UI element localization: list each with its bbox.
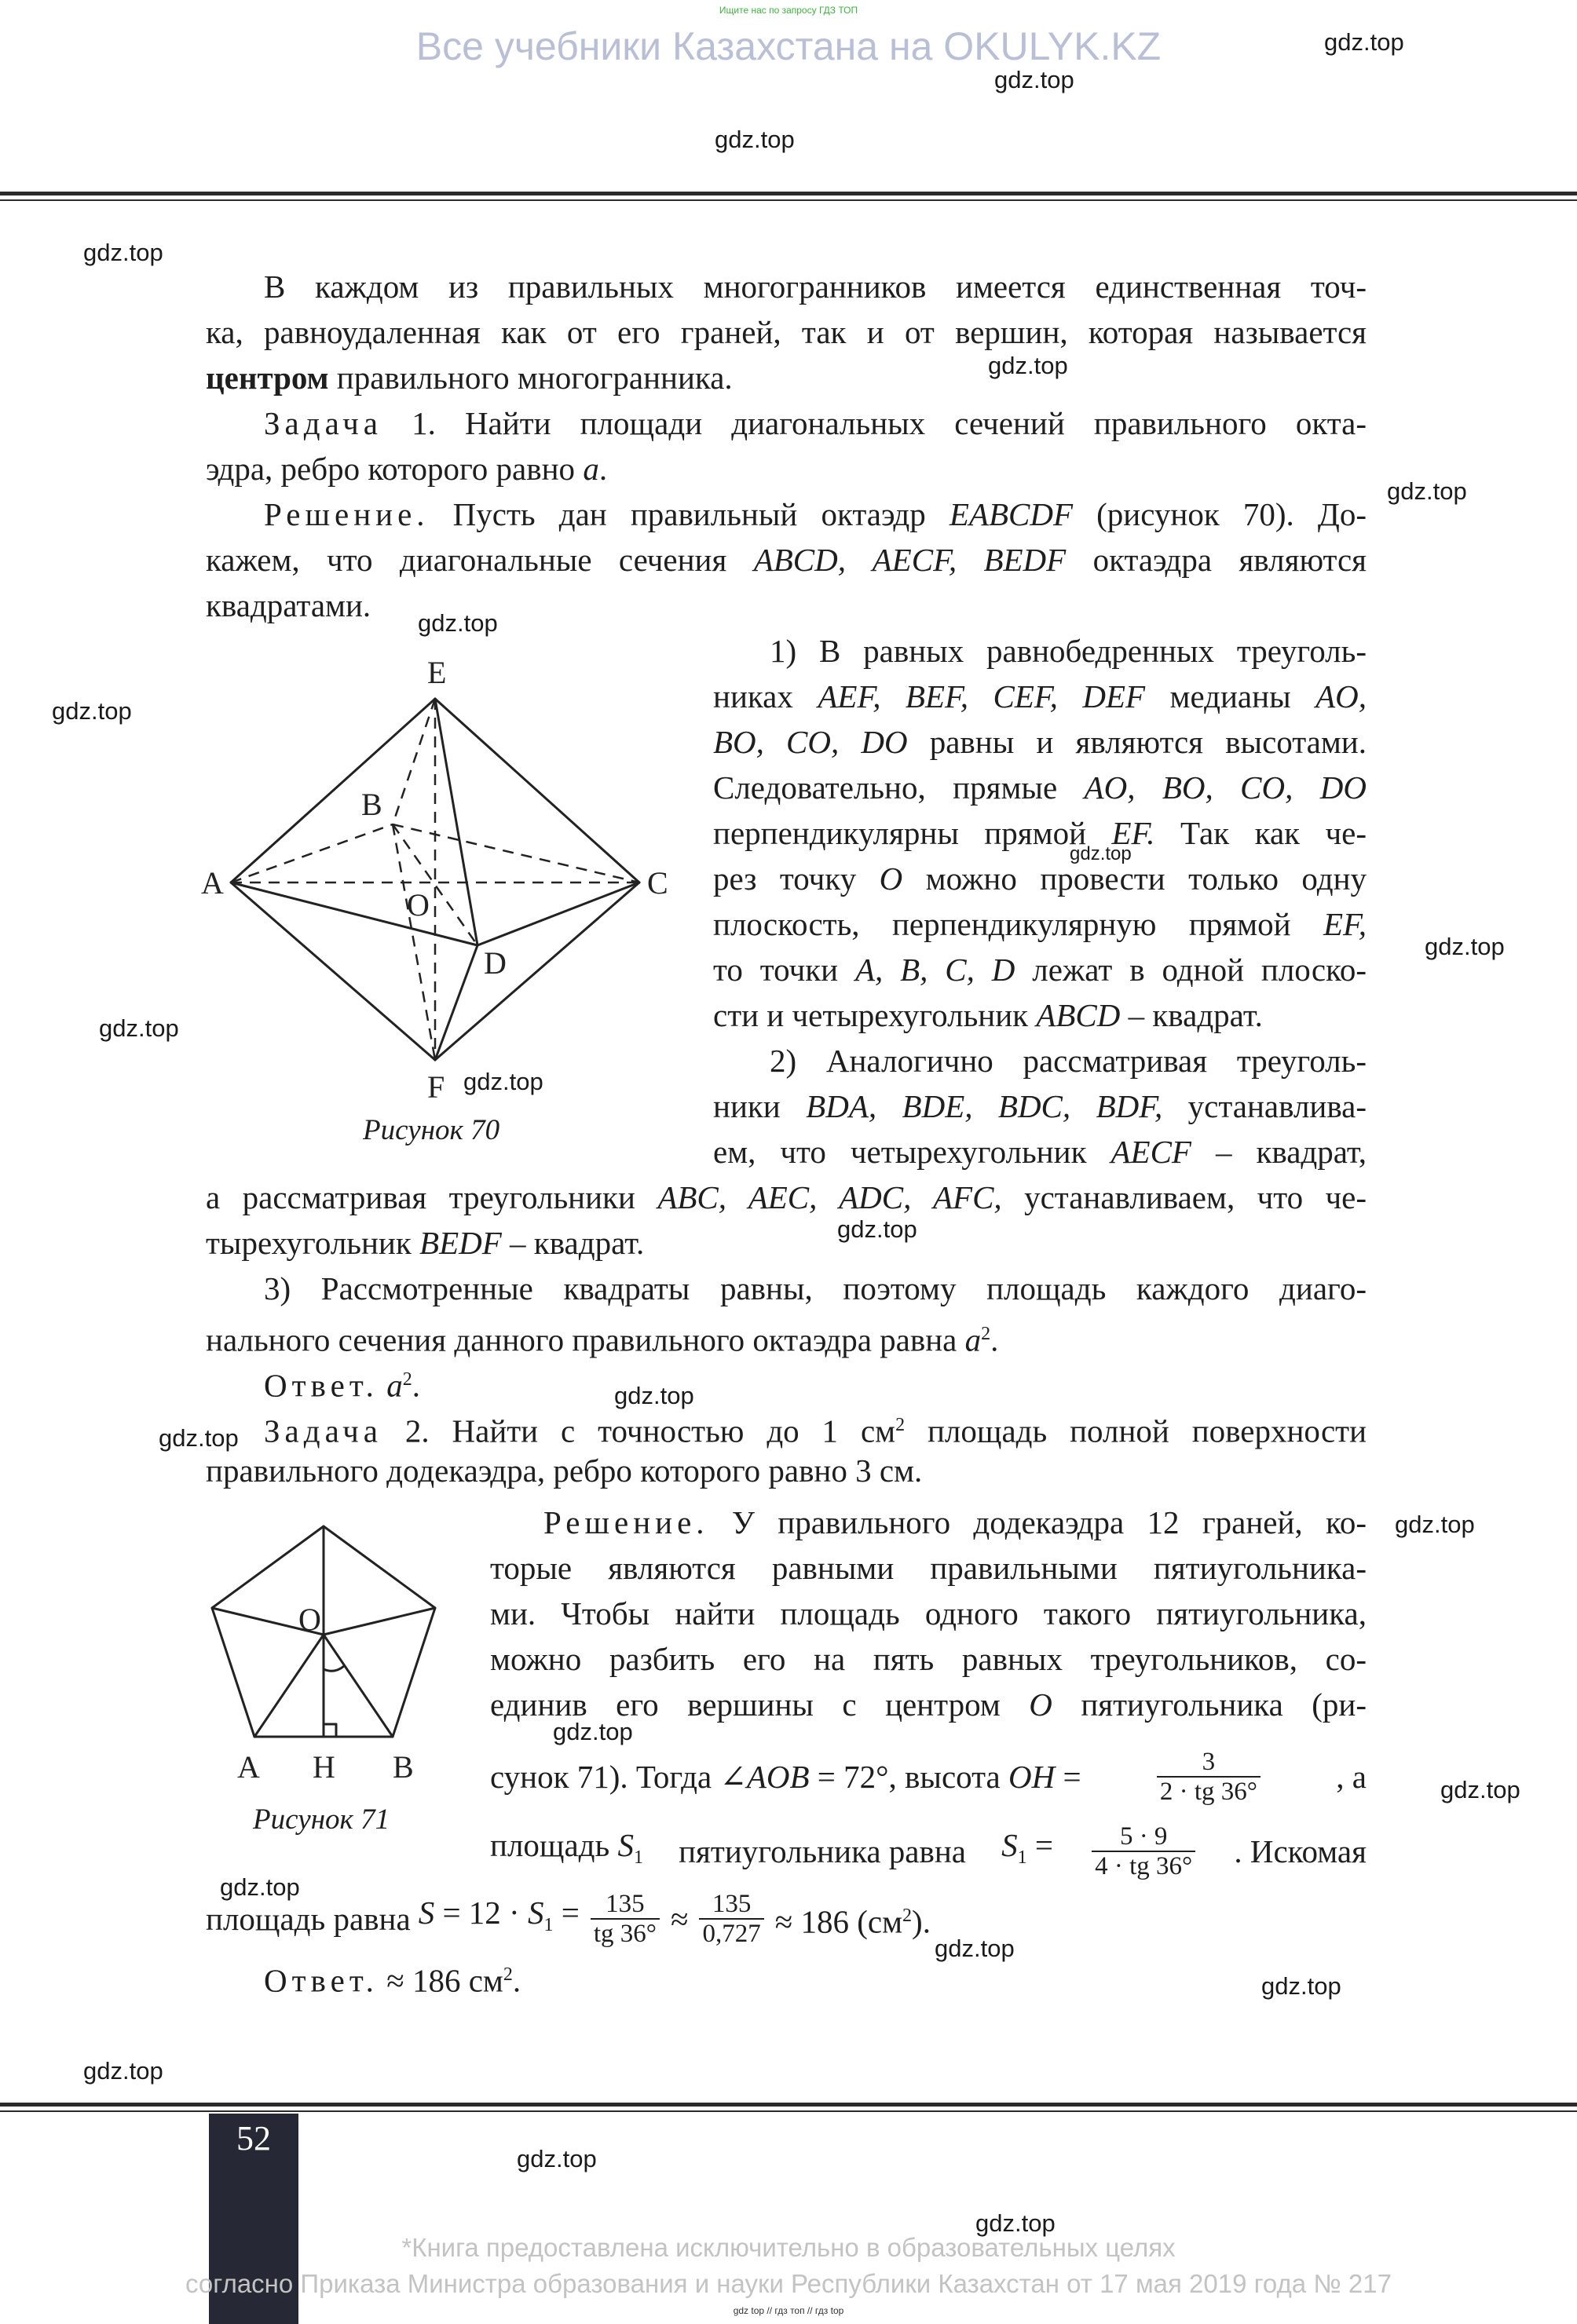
text-line-formula-total: площадь равна $S = 12 \cdot S_1$ = $\frac{135}{tg 36^\circ}$ ≈ $\frac{135}{0,727}$ ≈ 186 $(см^2)$. — [206, 1890, 931, 1949]
vertex-label: A — [237, 1749, 260, 1785]
edge-ed — [435, 699, 477, 945]
watermark: gdz.top — [220, 1873, 300, 1901]
watermark: gdz.top — [715, 126, 795, 153]
segment-ob — [324, 1635, 393, 1737]
text-line: сти и четырехугольник ABCD – квадрат. — [713, 997, 1263, 1033]
text-line: квадратами. — [206, 587, 371, 623]
text-line: а рассматривая треугольники ABC, AEC, ADC, AFC, устанавливаем, что че- — [206, 1179, 1367, 1215]
vertex-label: E — [427, 655, 447, 690]
term-center: центром — [206, 360, 329, 396]
watermark: gdz.top — [83, 239, 163, 266]
text-line: правильного додекаэдра, ребро которого равно 3 см. — [206, 1452, 923, 1489]
text-line: Задача 1. Найти площади диагональных сечений правильного окта- — [264, 405, 1367, 441]
text-line: 1) В равных равнобедренных треуголь- — [770, 633, 1367, 669]
vertex-label: B — [393, 1749, 414, 1785]
text-line: центром правильного многогранника. — [206, 360, 733, 396]
watermark: gdz.top — [553, 1718, 633, 1745]
watermark: gdz.top — [975, 2209, 1056, 2237]
answer-1: Ответ. $a^2$. — [264, 1367, 420, 1404]
fraction-total-2: $\frac{135}{0,727}$ — [699, 1890, 763, 1948]
text-line: ка, равноудаленная как от его граней, так и от вершин, которая называется — [206, 314, 1367, 350]
edge-dc — [477, 882, 639, 945]
vertex-label: O — [407, 887, 430, 923]
watermark: gdz.top — [1324, 28, 1404, 56]
edge-cf — [435, 882, 639, 1060]
watermark: gdz.top — [1440, 1776, 1520, 1803]
vertex-label: H — [313, 1749, 335, 1785]
radius-right — [324, 1608, 435, 1635]
watermark: gdz.top — [463, 1068, 543, 1095]
watermark: gdz.top — [935, 1935, 1015, 1962]
vertex-label: D — [484, 945, 507, 981]
figure-70-octahedron — [201, 644, 704, 1131]
text-line: торые являются равными правильными пятиугольника- — [490, 1550, 1367, 1586]
watermark: gdz.top — [1070, 843, 1132, 864]
text-line: Следовательно, прямые AO, BO, CO, DO — [713, 769, 1367, 806]
vertex-label: A — [201, 865, 224, 901]
watermark: gdz.top — [83, 2057, 163, 2085]
answer-2: Ответ. ≈ 186 $см^2$. — [264, 1962, 521, 1999]
edge-ec — [435, 699, 639, 882]
text-line: ем, что четырехугольник AECF – квадрат, — [713, 1134, 1367, 1170]
solution-label: Решение. — [543, 1504, 709, 1540]
watermark: gdz.top — [1387, 477, 1467, 505]
vertex-label: F — [427, 1069, 445, 1105]
text-line: 3) Рассмотренные квадраты равны, поэтому площадь каждого диаго- — [264, 1270, 1367, 1306]
watermark: gdz.top — [418, 609, 498, 637]
watermark: gdz.top — [159, 1424, 239, 1452]
watermark: gdz.top — [99, 1014, 179, 1042]
text-line: Решение. Пусть дан правильный октаэдр EABCDF (рисунок 70). До- — [264, 496, 1367, 532]
hidden-edge-bc — [393, 824, 639, 882]
header-rule-thin — [0, 199, 1577, 201]
watermark: gdz.top — [614, 1382, 694, 1409]
hidden-edge-bf — [393, 824, 435, 1060]
watermark: gdz.top — [1425, 933, 1505, 960]
text-line: тырехугольник BEDF – квадрат. — [206, 1225, 645, 1261]
vertex-label: C — [647, 865, 668, 901]
text-line: Задача 2. Найти с точностью до 1 $см^2$ площадь полной поверхности — [264, 1412, 1367, 1449]
text-line: перпендикулярны прямой EF. Так как че- — [713, 815, 1367, 851]
figure-71-pentagon — [201, 1515, 452, 1798]
text-line: то точки A, B, C, D лежат в одной плоско- — [713, 952, 1367, 988]
vertex-label: O — [298, 1602, 321, 1637]
figure-70-caption: Рисунок 70 — [363, 1114, 500, 1146]
right-angle-mark — [324, 1724, 336, 1737]
hidden-edge-ab — [231, 824, 393, 882]
text-line: плоскость, перпендикулярную прямой EF, — [713, 906, 1367, 942]
text-line-formula-oh: сунок 71). Тогда ∠AOB = 72°, высота OH = $\frac{3}{2 \cdot tg 36^\circ}$ , а — [490, 1748, 1367, 1806]
text-line: BO, CO, DO равны и являются высотами. — [713, 724, 1367, 760]
text-line: рез точку O можно провести только одну — [713, 861, 1367, 897]
text-line: В каждом из правильных многогранников имеется единственная точ- — [264, 269, 1367, 305]
watermark: gdz.top — [837, 1215, 917, 1243]
text-line: можно разбить его на пять равных треугольников, со- — [490, 1641, 1367, 1677]
figure-71-caption: Рисунок 71 — [253, 1803, 390, 1836]
text-line-formula-s1: площадь $S_1$ пятиугольника равна $S_1$ = $\frac{5 \cdot 9}{4 \cdot tg 36^\circ}$ . Искомая — [490, 1822, 1367, 1881]
watermark: gdz.top — [1261, 1972, 1341, 2000]
segment-oa — [254, 1635, 324, 1737]
text-line: кажем, что диагональные сечения ABCD, AECF, BEDF октаэдра являются — [206, 542, 1367, 578]
watermark: gdz.top — [1395, 1511, 1475, 1538]
site-title[interactable]: Все учебники Казахстана на OKULYK.KZ — [415, 24, 1162, 68]
top-search-note: Ищите нас по запросу ГДЗ ТОП — [719, 5, 858, 16]
footer-disclaimer: *Книга предоставлена исключительно в образовательных целях — [401, 2233, 1176, 2262]
footer-rule-thick — [0, 2103, 1577, 2107]
angle-arc — [324, 1666, 344, 1671]
fraction-oh: $\frac{3}{2 \cdot tg 36^\circ}$ — [1157, 1748, 1261, 1806]
task-label: Задача — [264, 405, 382, 441]
watermark: gdz.top — [52, 697, 132, 725]
text-line: ники BDA, BDE, BDC, BDF, устанавлива- — [713, 1088, 1367, 1124]
fraction-total-1: $\frac{135}{tg 36^\circ}$ — [591, 1890, 660, 1948]
vertex-label: B — [361, 787, 382, 822]
text-line: нального сечения данного правильного октаэдра равна $a^2$. — [206, 1321, 999, 1358]
text-line: эдра, ребро которого равно a. — [206, 451, 608, 487]
watermark: gdz.top — [994, 66, 1074, 93]
watermark: gdz.top — [517, 2145, 597, 2172]
text-line: 2) Аналогично рассматривая треуголь- — [770, 1043, 1367, 1079]
text-line: единив его вершины с центром O пятиугольника (ри- — [490, 1686, 1367, 1723]
text-line: Решение. У правильного додекаэдра 12 граней, ко- — [543, 1504, 1367, 1540]
watermark: gdz.top — [988, 352, 1068, 379]
task-label: Задача — [264, 1412, 382, 1449]
text-line: ми. Чтобы найти площадь одного такого пятиугольника, — [490, 1595, 1367, 1632]
text-line: никах AEF, BEF, CEF, DEF медианы AO, — [713, 678, 1367, 714]
page-number: 52 — [236, 2119, 271, 2158]
solution-label: Решение. — [264, 496, 430, 532]
header-rule-thick — [0, 192, 1577, 195]
bottom-note: gdz top // гдз топ // гдз top — [733, 2305, 844, 2316]
fraction-s1: $\frac{5 \cdot 9}{4 \cdot tg 36^\circ}$ — [1092, 1822, 1195, 1880]
footer-rule-thin — [0, 2110, 1577, 2112]
footer-order: согласно Приказа Министра образования и науки Республики Казахстан от 17 мая 2019 года № 217 — [185, 2269, 1392, 2298]
